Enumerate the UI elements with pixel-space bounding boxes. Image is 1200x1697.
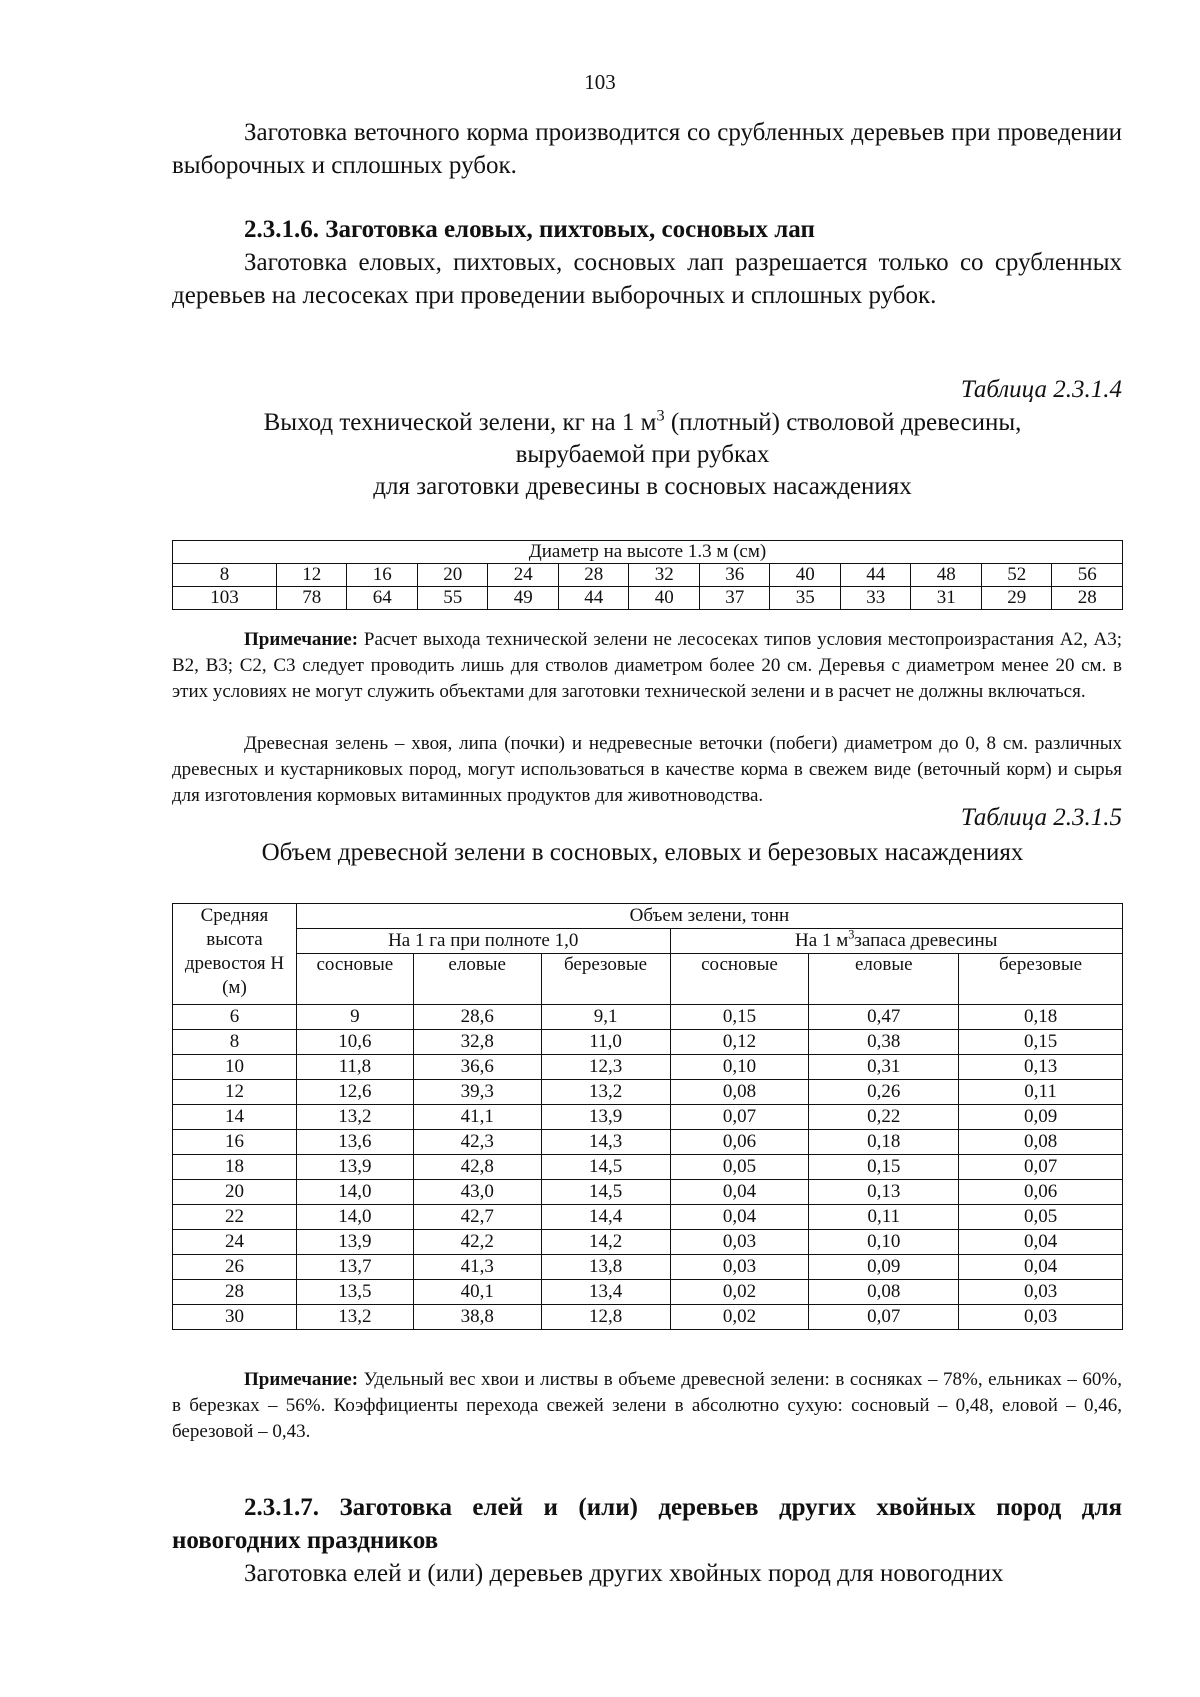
per-cubic-meter-header: [670, 929, 1122, 954]
volume-cell: 41,3: [413, 1255, 541, 1280]
volume-cell: 14,0: [296, 1180, 413, 1205]
volume-cell: 0,18: [959, 1005, 1123, 1030]
height-cell: 8: [173, 1030, 297, 1055]
height-cell: 30: [173, 1305, 297, 1330]
species-column-header: еловые: [809, 954, 959, 1005]
output-cell: 31: [911, 587, 982, 610]
table-label-2-3-1-5: Таблица 2.3.1.5: [960, 804, 1122, 831]
paragraph-new-year-trees: Заготовка елей и (или) деревьев других хвойных пород для новогодних: [244, 1560, 1004, 1587]
volume-cell: 0,06: [959, 1180, 1123, 1205]
volume-cell: 13,4: [541, 1280, 670, 1305]
table-title-line2: вырубаемой при рубках: [515, 441, 770, 468]
volume-cell: 0,07: [959, 1155, 1123, 1180]
table-row: [173, 1180, 1123, 1205]
table1-note-label: Примечание:: [244, 629, 359, 650]
table2-note-label: Примечание:: [244, 1369, 359, 1390]
volume-cell: 14,3: [541, 1130, 670, 1155]
output-cell: 78: [276, 587, 347, 610]
volume-cell: 0,18: [809, 1130, 959, 1155]
volume-cell: 0,03: [670, 1230, 809, 1255]
volume-cell: 0,10: [670, 1055, 809, 1080]
section-heading-2-3-1-7: 2.3.1.7. Заготовка елей и (или) деревьев других хвойных пород для новогодних праздников: [172, 1494, 1122, 1554]
volume-cell: 0,04: [959, 1255, 1123, 1280]
volume-cell: 11,8: [296, 1055, 413, 1080]
volume-cell: 42,7: [413, 1205, 541, 1230]
volume-cell: 0,08: [670, 1080, 809, 1105]
diameter-cell: 16: [347, 564, 418, 587]
height-cell: 26: [173, 1255, 297, 1280]
species-column-header: еловые: [413, 954, 541, 1005]
height-cell: 10: [173, 1055, 297, 1080]
volume-cell: 11,0: [541, 1030, 670, 1055]
table-row: [173, 1155, 1123, 1180]
volume-cell: 14,5: [541, 1180, 670, 1205]
height-cell: 14: [173, 1105, 297, 1130]
output-cell: 33: [840, 587, 911, 610]
species-column-header: сосновые: [670, 954, 809, 1005]
volume-cell: 0,02: [670, 1305, 809, 1330]
diameter-cell: 20: [417, 564, 488, 587]
height-cell: 6: [173, 1005, 297, 1030]
paragraph-branch-feed: Заготовка веточного корма производится со срубленных деревьев при проведении выборочных и сплошных рубок.: [172, 119, 1122, 179]
table-title-2-3-1-4: [160, 407, 1125, 503]
table-row: [173, 1080, 1123, 1105]
volume-cell: 0,12: [670, 1030, 809, 1055]
diameter-cell: 32: [629, 564, 700, 587]
table-row: [173, 1305, 1123, 1330]
paragraph-conifer-paws: Заготовка еловых, пихтовых, сосновых лап разрешается только со срубленных деревьев на лесосеках при проведении выборочных и сплошных рубок.: [172, 249, 1122, 309]
species-column-header: березовые: [959, 954, 1123, 1005]
volume-cell: 0,02: [670, 1280, 809, 1305]
volume-cell: 0,07: [809, 1305, 959, 1330]
volume-cell: 39,3: [413, 1080, 541, 1105]
per-cubic-meter-b: запаса древесины: [854, 930, 998, 951]
volume-cell: 36,6: [413, 1055, 541, 1080]
table-row: [173, 1130, 1123, 1155]
output-cell: 55: [417, 587, 488, 610]
height-cell: 22: [173, 1205, 297, 1230]
volume-cell: 0,06: [670, 1130, 809, 1155]
table-row: [173, 1030, 1123, 1055]
volume-cell: 0,04: [959, 1230, 1123, 1255]
greenery-volume-table: [172, 903, 1123, 1330]
volume-cell: 0,22: [809, 1105, 959, 1130]
volume-cell: 0,08: [959, 1130, 1123, 1155]
page-number: 103: [584, 70, 616, 94]
volume-cell: 42,8: [413, 1155, 541, 1180]
table-row: [173, 1205, 1123, 1230]
volume-cell: 13,9: [541, 1105, 670, 1130]
output-cell: 35: [770, 587, 841, 610]
species-column-header: березовые: [541, 954, 670, 1005]
per-cubic-meter-a: На 1 м: [795, 930, 849, 951]
table-row: [173, 1280, 1123, 1305]
volume-cell: 42,3: [413, 1130, 541, 1155]
volume-cell: 9,1: [541, 1005, 670, 1030]
volume-cell: 14,5: [541, 1155, 670, 1180]
volume-cell: 0,03: [959, 1305, 1123, 1330]
table-title-2-3-1-5: Объем древесной зелени в сосновых, еловых и березовых насаждениях: [261, 839, 1024, 866]
output-cell: 40: [629, 587, 700, 610]
volume-cell: 13,2: [296, 1305, 413, 1330]
volume-group-header: Объем зелени, тонн: [296, 904, 1122, 929]
table2-note-text: Удельный вес хвои и листвы в объеме древесной зелени: в сосняках – 78%, ельниках – 60%, в березках – 56%. Коэффициенты перехода свежей зелени в абсолютно сухую: сосновый – 0,48, еловой – 0,46, березовой – 0,43.: [172, 1369, 1122, 1442]
volume-cell: 41,1: [413, 1105, 541, 1130]
output-cell: 44: [558, 587, 629, 610]
volume-cell: 14,4: [541, 1205, 670, 1230]
diameter-cell: 56: [1052, 564, 1123, 587]
height-cell: 18: [173, 1155, 297, 1180]
table-title-line1-sup: 3: [656, 406, 665, 425]
diameter-row: [173, 564, 1123, 587]
volume-cell: 0,11: [809, 1205, 959, 1230]
per-hectare-header: На 1 га при полноте 1,0: [296, 929, 670, 954]
volume-cell: 0,04: [670, 1180, 809, 1205]
species-header-row: [173, 954, 1123, 1005]
volume-cell: 13,8: [541, 1255, 670, 1280]
volume-cell: 0,03: [959, 1280, 1123, 1305]
volume-cell: 0,05: [959, 1205, 1123, 1230]
volume-cell: 13,6: [296, 1130, 413, 1155]
table-row: [173, 1055, 1123, 1080]
volume-cell: 13,9: [296, 1155, 413, 1180]
output-cell: 28: [1052, 587, 1123, 610]
output-cell: 29: [981, 587, 1052, 610]
volume-cell: 28,6: [413, 1005, 541, 1030]
height-cell: 12: [173, 1080, 297, 1105]
volume-cell: 0,15: [809, 1155, 959, 1180]
volume-cell: 13,2: [296, 1105, 413, 1130]
volume-cell: 0,05: [670, 1155, 809, 1180]
diameter-header: Диаметр на высоте 1.3 м (см): [173, 541, 1123, 564]
table-row: [173, 1230, 1123, 1255]
volume-cell: 0,11: [959, 1080, 1123, 1105]
volume-cell: 0,03: [670, 1255, 809, 1280]
volume-cell: 0,47: [809, 1005, 959, 1030]
height-cell: 28: [173, 1280, 297, 1305]
section-heading-2-3-1-6: 2.3.1.6. Заготовка еловых, пихтовых, сосновых лап: [244, 216, 815, 243]
volume-cell: 0,09: [959, 1105, 1123, 1130]
diameter-cell: 40: [770, 564, 841, 587]
volume-cell: 0,08: [809, 1280, 959, 1305]
height-cell: 20: [173, 1180, 297, 1205]
volume-cell: 0,13: [959, 1055, 1123, 1080]
volume-cell: 0,26: [809, 1080, 959, 1105]
output-cell: 49: [488, 587, 559, 610]
height-cell: 16: [173, 1130, 297, 1155]
technical-greenery-table: [172, 540, 1123, 610]
table-title-line3: для заготовки древесины в сосновых насаждениях: [373, 473, 912, 500]
volume-cell: 0,09: [809, 1255, 959, 1280]
volume-cell: 43,0: [413, 1180, 541, 1205]
table-row: [173, 1255, 1123, 1280]
volume-cell: 12,6: [296, 1080, 413, 1105]
diameter-cell: 12: [276, 564, 347, 587]
per-cubic-meter-sup: 3: [848, 927, 855, 942]
volume-cell: 0,10: [809, 1230, 959, 1255]
volume-cell: 9: [296, 1005, 413, 1030]
output-row: [173, 587, 1123, 610]
table-title-line1-a: Выход технической зелени, кг на 1 м: [263, 409, 657, 436]
volume-cell: 0,13: [809, 1180, 959, 1205]
volume-cell: 10,6: [296, 1030, 413, 1055]
volume-cell: 14,2: [541, 1230, 670, 1255]
volume-cell: 0,07: [670, 1105, 809, 1130]
volume-cell: 13,7: [296, 1255, 413, 1280]
height-header: Средняя высота древостоя Н (м): [173, 904, 297, 1005]
volume-cell: 38,8: [413, 1305, 541, 1330]
volume-cell: 0,04: [670, 1205, 809, 1230]
height-cell: 24: [173, 1230, 297, 1255]
output-cell: 103: [173, 587, 277, 610]
table-label-2-3-1-4: Таблица 2.3.1.4: [960, 376, 1122, 403]
table1-note: [172, 627, 1122, 705]
table-title-line1-b: (плотный) стволовой древесины,: [664, 409, 1022, 436]
volume-cell: 0,15: [959, 1030, 1123, 1055]
diameter-cell: 8: [173, 564, 277, 587]
volume-cell: 12,3: [541, 1055, 670, 1080]
diameter-cell: 24: [488, 564, 559, 587]
diameter-cell: 48: [911, 564, 982, 587]
volume-cell: 13,9: [296, 1230, 413, 1255]
volume-cell: 42,2: [413, 1230, 541, 1255]
volume-cell: 13,5: [296, 1280, 413, 1305]
diameter-cell: 28: [558, 564, 629, 587]
diameter-cell: 36: [699, 564, 770, 587]
species-column-header: сосновые: [296, 954, 413, 1005]
volume-cell: 40,1: [413, 1280, 541, 1305]
table1-note-greenery: Древесная зелень – хвоя, липа (почки) и недревесные веточки (побеги) диаметром до 0, 8 см. различных древесных и кустарниковых пород, могут использоваться в качестве корма в свежем виде (веточный корм) и сырья для изготовления кормовых витаминных продуктов для животноводства.: [172, 733, 1122, 806]
table2-note: [172, 1367, 1122, 1445]
diameter-cell: 44: [840, 564, 911, 587]
output-cell: 37: [699, 587, 770, 610]
volume-cell: 32,8: [413, 1030, 541, 1055]
volume-cell: 0,31: [809, 1055, 959, 1080]
volume-cell: 0,15: [670, 1005, 809, 1030]
table-row: [173, 1105, 1123, 1130]
table1-note-text: Расчет выхода технической зелени не лесосеках типов условия местопроизрастания А2, А3; В2, В3; С2, С3 следует проводить лишь для стволов диаметром более 20 см. Деревья с диаметром менее 20 см. в этих условиях не могут служить объектами для заготовки технической зелени и в расчет не должны включаться.: [172, 629, 1122, 702]
volume-cell: 0,38: [809, 1030, 959, 1055]
volume-cell: 14,0: [296, 1205, 413, 1230]
output-cell: 64: [347, 587, 418, 610]
diameter-cell: 52: [981, 564, 1052, 587]
table-row: [173, 1005, 1123, 1030]
volume-cell: 13,2: [541, 1080, 670, 1105]
volume-cell: 12,8: [541, 1305, 670, 1330]
